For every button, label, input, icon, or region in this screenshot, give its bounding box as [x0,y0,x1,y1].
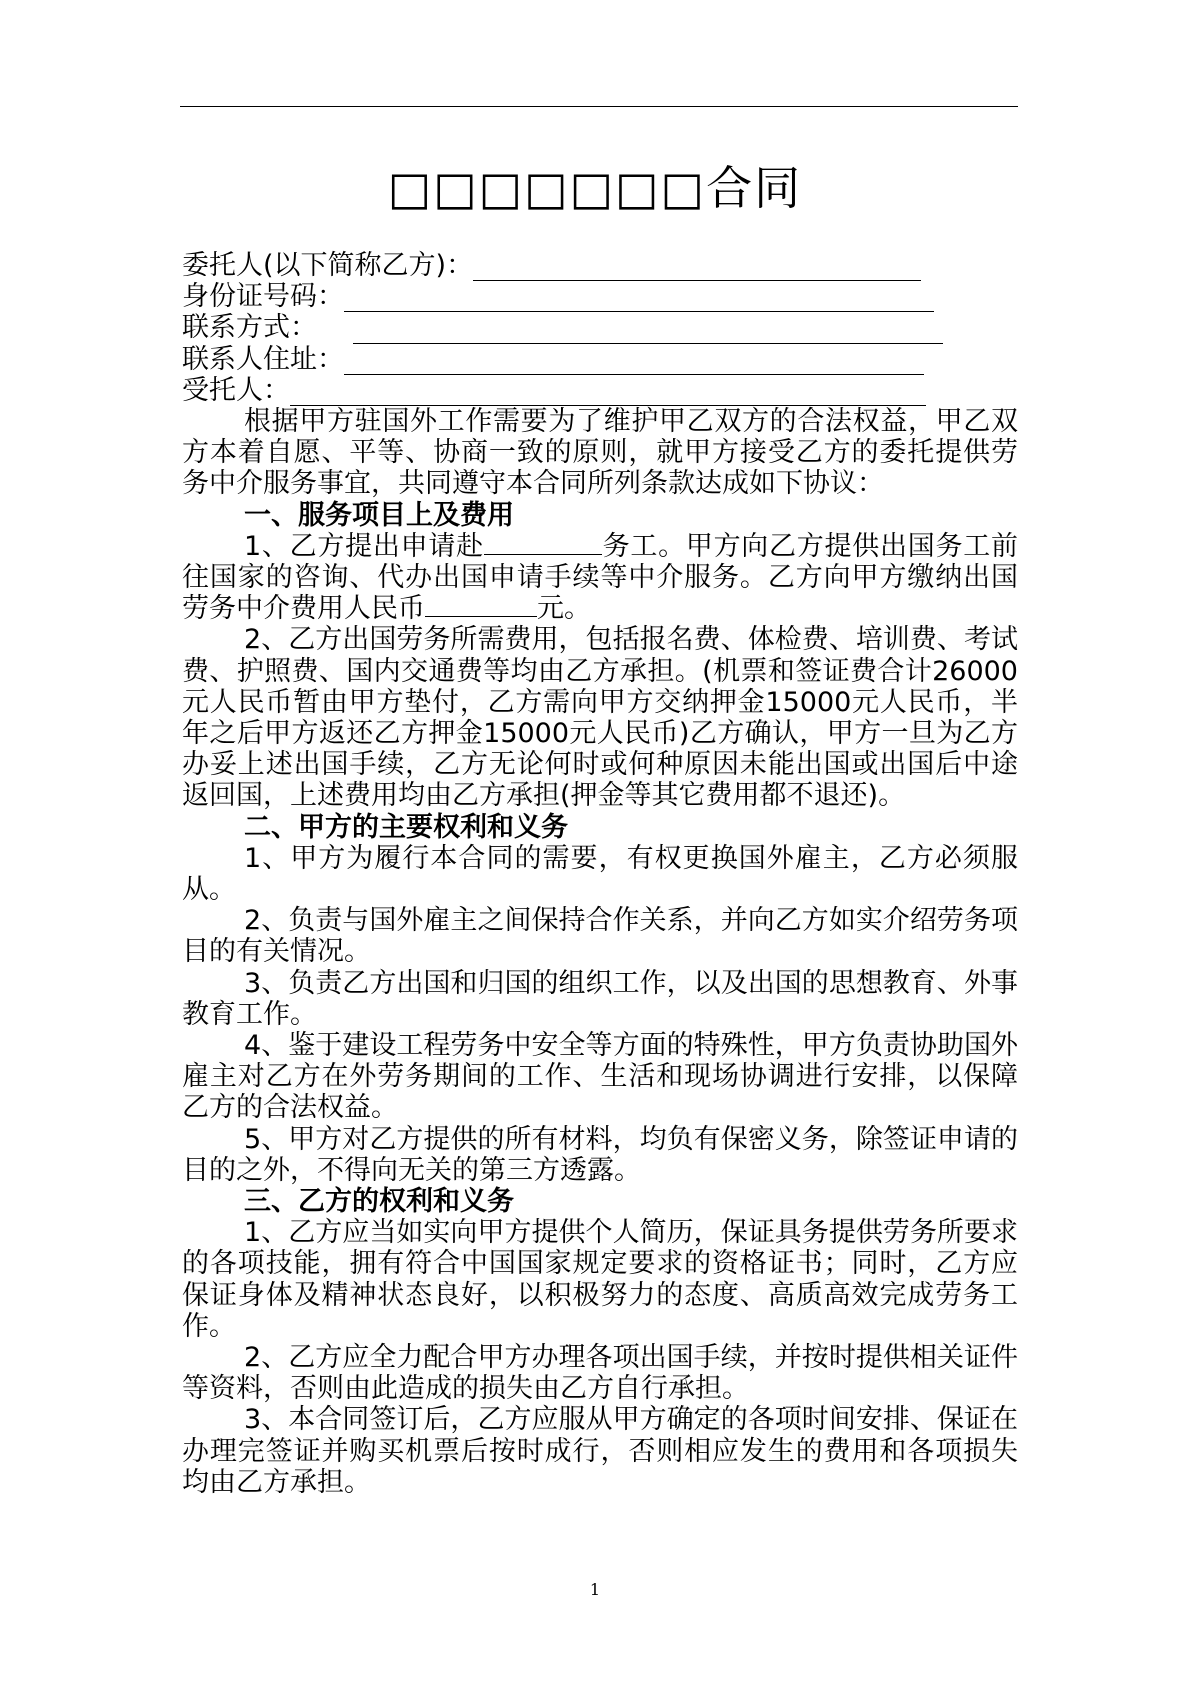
field-address [182,344,1018,375]
field-id-number [182,281,1018,312]
field-client [182,250,1018,281]
document-title: □□□□□□□合同 [387,161,803,215]
fill-blank-amount [425,594,537,617]
field-label: 联系方式： [182,312,317,344]
section2-item: 3、负责乙方出国和归国的组织工作，以及出国的思想教育、外事教育工作。 [182,967,1018,1030]
field-label: 受托人： [182,374,290,406]
field-trustee [182,375,1018,406]
section-heading-2: 二、甲方的主要权利和义务 [244,811,568,843]
fill-blank-country [484,532,602,555]
section1-item-2: 2、乙方出国劳务所需费用，包括报名费、体检费、培训费、考试费、护照费、国内交通费等均由乙方承担。(机票和签证费合计26000元人民币暂由甲方垫付，乙方需向甲方交纳押金15000元人民币，半年之后甲方返还乙方押金15000元人民币)乙方确认，甲方一旦为乙方办妥上述出国手续，乙方无论何时或何种原因未能出国或出国后中途返回国，上述费用均由乙方承担(押金等其它费用都不退还)。 [182,624,1018,812]
field-contact [182,312,1018,343]
fill-blank [344,287,934,312]
fill-blank [344,350,924,375]
section2-item: 2、负责与国外雇主之间保持合作关系，并向乙方如实介绍劳务项目的有关情况。 [182,905,1018,968]
document-body [182,250,1018,1498]
fill-blank [290,381,926,406]
fill-blank [473,256,921,281]
intro-paragraph: 根据甲方驻国外工作需要为了维护甲乙双方的合法权益，甲乙双方本着自愿、平等、协商一致的原则，就甲方接受乙方的委托提供劳务中介服务事宜，共同遵守本合同所列条款达成如下协议： [182,405,1018,500]
section2-item: 4、鉴于建设工程劳务中安全等方面的特殊性，甲方负责协助国外雇主对乙方在外劳务期间的工作、生活和现场协调进行安排，以保障乙方的合法权益。 [182,1030,1018,1124]
section3-item: 1、乙方应当如实向甲方提供个人简历，保证具务提供劳务所要求的各项技能，拥有符合中国国家规定要求的资格证书；同时，乙方应保证身体及精神状态良好，以积极努力的态度、高质高效完成劳务工作。 [182,1217,1018,1342]
fill-blank [353,319,943,344]
section2-item: 1、甲方为履行本合同的需要，有权更换国外雇主，乙方必须服从。 [182,842,1018,905]
section-heading-1: 一、服务项目上及费用 [244,499,514,531]
section2-item: 5、甲方对乙方提供的所有材料，均负有保密义务，除签证申请的目的之外，不得向无关的第三方透露。 [182,1123,1018,1186]
field-label: 身份证号码： [182,281,344,313]
section3-item: 2、乙方应全力配合甲方办理各项出国手续，并按时提供相关证件等资料，否则由此造成的损失由乙方自行承担。 [182,1342,1018,1405]
header-rule [180,106,1018,107]
field-label: 联系人住址： [182,343,344,375]
field-label: 委托人(以下简称乙方)： [182,249,474,281]
section-heading-3: 三、乙方的权利和义务 [244,1186,514,1218]
page-number: 1 [589,1580,601,1599]
section1-item-1: 1、乙方提出申请赴 务工。甲方向乙方提供出国务工前往国家的咨询、代办出国申请手续等中介服务。乙方向甲方缴纳出国劳务中介费用人民币 元。 [182,530,1018,625]
section3-item: 3、本合同签订后，乙方应服从甲方确定的各项时间安排、保证在办理完签证并购买机票后按时成行，否则相应发生的费用和各项损失均由乙方承担。 [182,1404,1018,1498]
